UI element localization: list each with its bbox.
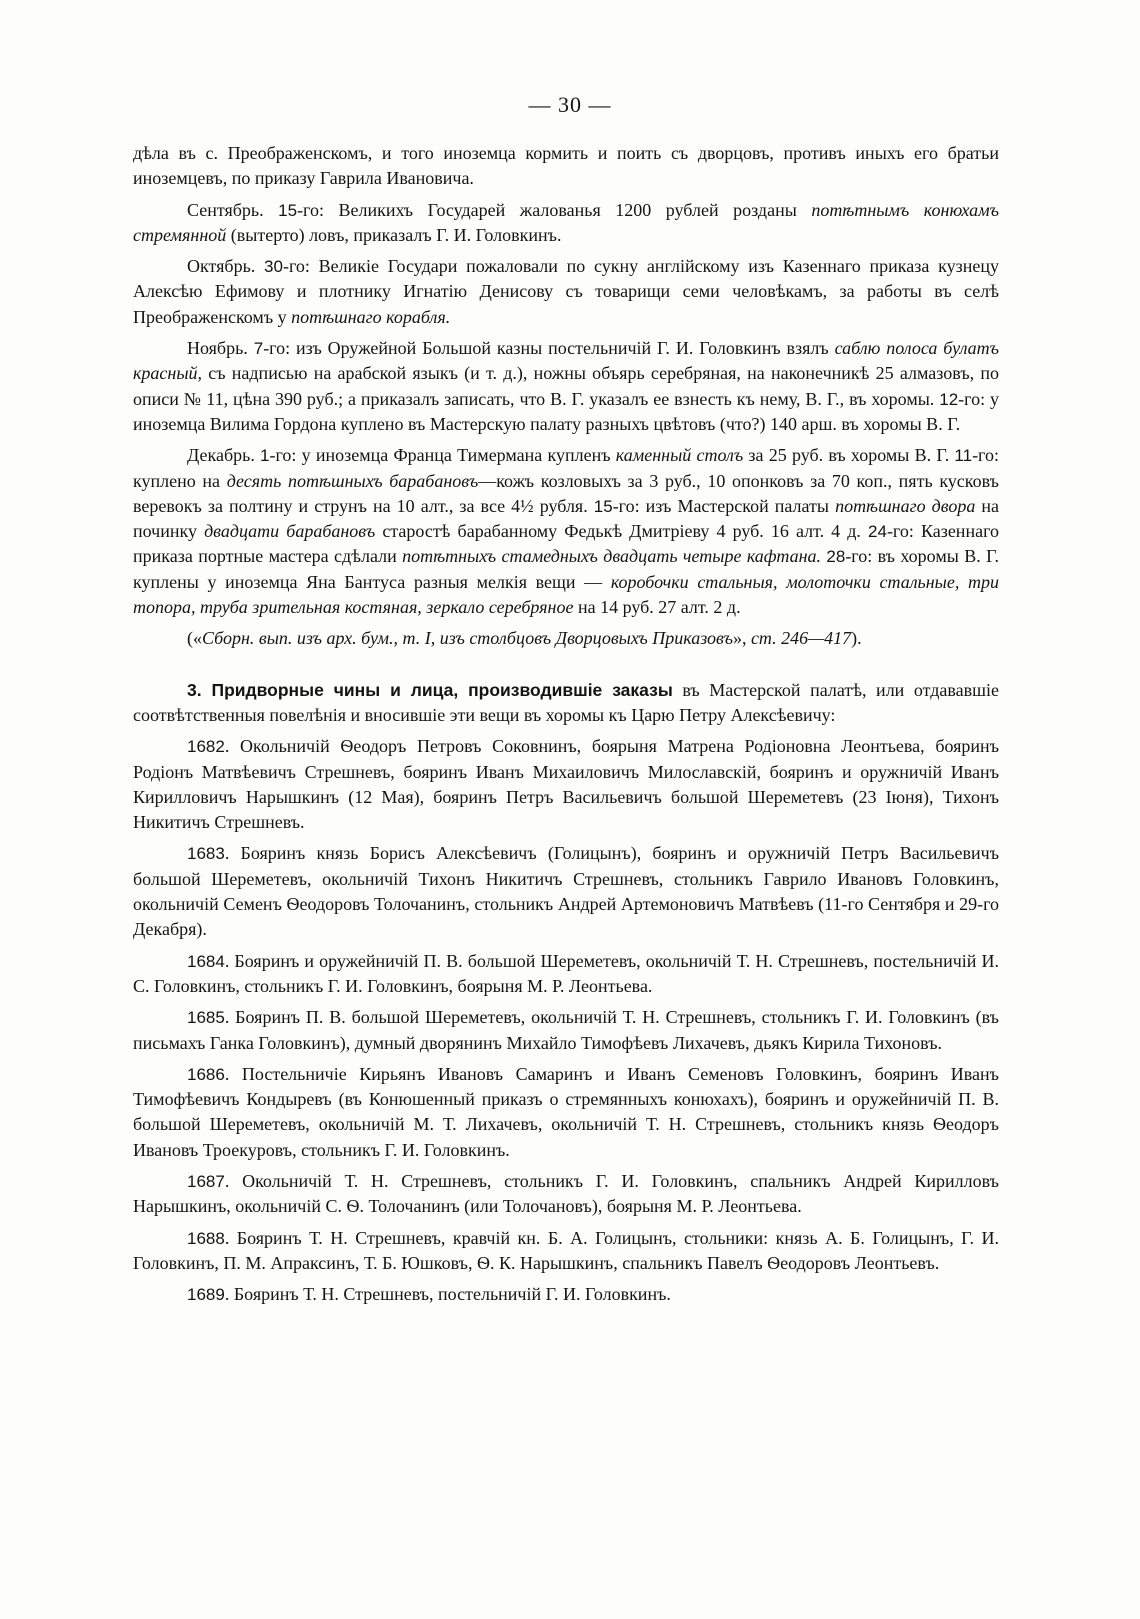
year-label: 1689 xyxy=(187,1285,225,1305)
text-run: -го: изъ Мастерской палаты xyxy=(612,495,836,516)
year-entry xyxy=(133,841,999,942)
year-text: . Бояринъ князь Борисъ Алексѣевичъ (Голицынъ), бояринъ и оружничій Петръ Васильевичъ большой Шереметевъ, окольничій Тихонъ Никитичъ Стрешневъ, стольникъ Гаврило Ивановъ Головкинъ, окольничій Семенъ Ѳеодоровъ Толочанинъ, стольникъ Андрей Артемоновичъ Матвѣевъ (11-го Сентября и 29-го Декабря). xyxy=(133,843,999,940)
year-text: . Бояринъ и оружейничій П. В. большой Шереметевъ, окольничій Т. Н. Стрешневъ, постельничій И. С. Головкинъ, стольникъ Г. И. Головкинъ, боярыня М. Р. Леонтьева. xyxy=(133,950,999,996)
italic-run: каменный столъ xyxy=(615,445,744,466)
section-heading xyxy=(133,678,999,729)
day-number: 15 xyxy=(278,200,298,220)
text-run: -го: изъ Оружейной Большой казны постельничій Г. И. Головкинъ взялъ xyxy=(263,338,835,359)
italic-run: десять потѣшныхъ барабановъ xyxy=(226,470,479,491)
text-run: -го: у иноземца Вилима Гордона куплено въ Мастерскую палату разныхъ цвѣтовъ (что?) 140 арш. въ хоромы В. Г. xyxy=(133,388,1000,434)
section-title: 3. Придворные чины и лица, производившіе заказы xyxy=(187,679,673,700)
text-run: ). xyxy=(851,628,862,649)
text-run: —кожъ козловыхъ за 3 руб., 10 опонковъ за 70 коп., пять кусковъ веревокъ за полтину и струнъ на 10 алт., за все 4½ рубля. xyxy=(133,470,999,516)
year-entry xyxy=(133,1282,999,1307)
italic-run: потѣтнымъ конюхамъ стремянной xyxy=(133,199,999,245)
italic-run: двадцати барабановъ xyxy=(204,521,376,542)
year-entry xyxy=(133,1062,999,1163)
paragraph-november xyxy=(133,336,999,437)
day-number: 1 xyxy=(260,446,270,466)
year-text: . Окольничій Ѳеодоръ Петровъ Соковнинъ, боярыня Матрена Родіоновна Леонтьева, бояринъ Родіонъ Матвѣевичъ Стрешневъ, бояринъ Иванъ Михаиловичъ Милославскій, бояринъ и оружничій Иванъ Кирилловичъ Нарышкинъ (12 Мая), бояринъ Петръ Васильевичъ большой Шереметевъ (23 Іюня), Тихонъ Никитичъ Стрешневъ. xyxy=(133,736,999,833)
year-label: 1688 xyxy=(187,1228,225,1248)
citation xyxy=(133,626,999,651)
year-label: 1683 xyxy=(187,844,225,864)
paragraph-continuation xyxy=(133,141,999,192)
paragraph-september xyxy=(133,198,999,249)
day-number: 28 xyxy=(826,547,846,567)
text-run: -го: Великихъ Государей жалованья 1200 рублей розданы xyxy=(297,199,812,220)
day-number: 7 xyxy=(253,339,264,359)
year-text: . Окольничій Т. Н. Стрешневъ, стольникъ Г. И. Головкинъ, спальникъ Андрей Кирилловъ Нарышкинъ, окольничій С. Ѳ. Толочанинъ (или Толочановъ), боярыня М. Р. Леонтьева. xyxy=(133,1170,999,1217)
year-label: 1682 xyxy=(187,737,225,757)
month-label: Ноябрь. xyxy=(187,338,254,359)
text-run: -го: Казеннаго приказа портные мастера сдѣлали xyxy=(133,521,999,567)
italic-run: потѣшнаго двора xyxy=(835,495,976,516)
month-label: Октябрь. xyxy=(187,256,265,277)
year-label: 1686 xyxy=(187,1064,225,1084)
italic-run: саблю полоса булатъ красный, xyxy=(133,338,999,384)
year-text: . Бояринъ Т. Н. Стрешневъ, постельничій Г. И. Головкинъ. xyxy=(224,1284,671,1305)
month-label: Декабрь. xyxy=(187,445,261,466)
year-entry xyxy=(133,1005,999,1056)
paragraph-december xyxy=(133,443,999,620)
year-label: 1684 xyxy=(187,951,225,971)
italic-run: ст. 246—417 xyxy=(750,628,852,649)
body-text xyxy=(133,141,999,1313)
year-text: . Бояринъ П. В. большой Шереметевъ, окольничій Т. Н. Стрешневъ, стольникъ Г. И. Головкинъ (въ письмахъ Ганка Головкинъ), думный дворянинъ Михайло Тимофѣевъ Лихачевъ, дьякъ Кирила Тихоновъ. xyxy=(133,1007,999,1053)
month-label: Сентябрь. xyxy=(187,199,279,220)
text-run: », xyxy=(732,628,751,649)
italic-run: Сборн. вып. изъ арх. бум., т. I, изъ столбцовъ Дворцовыхъ Приказовъ xyxy=(202,628,733,649)
text-run: съ надписью на арабской языкъ (и т. д.), ножны объярь серебряная, на наконечникѣ 25 алмазовъ, по описи № 11, цѣна 390 руб.; а приказалъ записать, что В. Г. указалъ ее взнесть къ нему, В. Г., въ хоромы. xyxy=(133,363,999,409)
text-run: на починку xyxy=(133,495,1000,542)
text-run: -го: въ хоромы В. Г. куплены у иноземца Яна Бантуса разныя мелкія вещи — xyxy=(133,546,999,592)
italic-run: потѣтныхъ стамедныхъ двадцать четыре кафтана. xyxy=(402,546,821,567)
text-run: -го: куплено на xyxy=(133,445,999,491)
day-number: 12 xyxy=(939,389,959,409)
text-run: -го: Великіе Государи пожаловали по сукну англійскому изъ Казеннаго приказа кузнецу Алексѣю Ефимову и плотнику Игнатію Денисову съ товарищи семи человѣкамъ, за работы въ селѣ Преображенскомъ у xyxy=(133,256,999,327)
text-run: въ Мастерской палатѣ, или отдававшіе соотвѣтственныя повелѣнія и вносившіе эти вещи въ хоромы къ Царю Петру Алексѣевичу: xyxy=(133,679,999,725)
paragraph-october xyxy=(133,254,999,330)
text-run: на 14 руб. 27 алт. 2 д. xyxy=(573,597,741,618)
year-entry xyxy=(133,1226,999,1277)
text-run: -го: у иноземца Франца Тимермана купленъ xyxy=(269,445,616,466)
day-number: 11 xyxy=(954,446,973,466)
text-run: (вытерто) ловъ, приказалъ Г. И. Головкинъ. xyxy=(226,224,562,245)
year-entry xyxy=(133,734,999,835)
year-entry xyxy=(133,949,999,1000)
year-label: 1685 xyxy=(187,1008,225,1028)
text-run: дѣла въ с. Преображенскомъ, и того иноземца кормить и поить съ дворцовъ, противъ иныхъ его братьи иноземцевъ, по приказу Гаврила Ивановича. xyxy=(133,143,999,189)
italic-run: потѣшнаго корабля. xyxy=(291,306,451,327)
day-number: 15 xyxy=(593,496,613,516)
text-run: (« xyxy=(187,628,202,649)
day-number: 30 xyxy=(264,257,283,277)
italic-run: коробочки стальныя, молоточки стальные, три топора, труба зрительная костяная, зеркало серебряное xyxy=(133,571,999,618)
year-text: . Постельничіе Кирьянъ Ивановъ Самаринъ и Иванъ Семеновъ Головкинъ, бояринъ Иванъ Тимофѣевичъ Кондыревъ (въ Конюшенный приказъ о стремянныхъ конюхахъ), бояринъ и оружейничій П. В. большой Шереметевъ, окольничій М. Т. Лихачевъ, окольничій Т. Н. Стрешневъ, стольникъ князь Ѳеодоръ Ивановъ Троекуровъ, стольникъ Г. И. Головкинъ. xyxy=(133,1063,999,1160)
text-run: за 25 руб. въ хоромы В. Г. xyxy=(743,445,955,466)
year-text: . Бояринъ Т. Н. Стрешневъ, кравчій кн. Б. А. Голицынъ, стольники: князь А. Б. Голицынъ, Г. И. Головкинъ, П. М. Апраксинъ, Т. Б. Юшковъ, Ѳ. К. Нарышкинъ, спальникъ Павелъ Ѳеодоровъ Леонтьевъ. xyxy=(133,1227,999,1273)
text-run: старостѣ барабанному Федькѣ Дмитріеву 4 руб. 16 алт. 4 д. xyxy=(375,521,869,542)
year-entry xyxy=(133,1169,999,1220)
year-label: 1687 xyxy=(187,1171,225,1191)
page-number: — 30 — xyxy=(528,92,612,117)
day-number: 24 xyxy=(868,522,887,542)
